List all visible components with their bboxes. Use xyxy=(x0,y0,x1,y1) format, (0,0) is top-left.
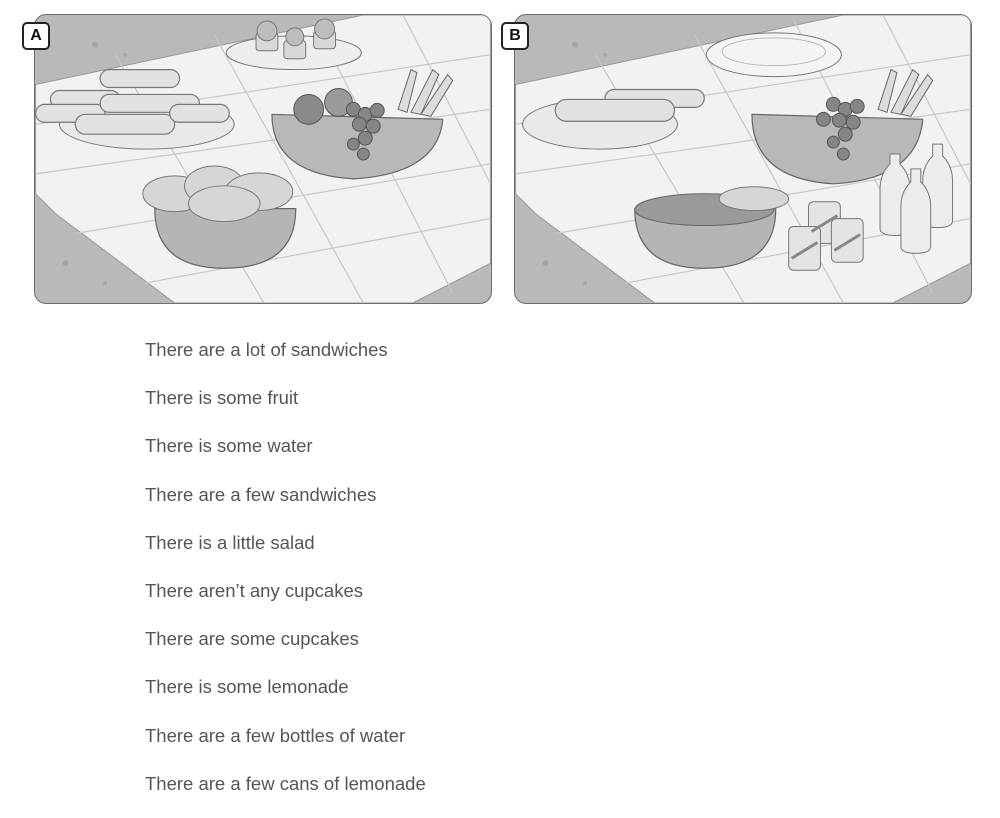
statement-item: There is a little salad xyxy=(145,531,315,553)
statement-item: There is some water xyxy=(145,435,313,457)
statement-item: There are a few bottles of water xyxy=(145,724,406,746)
statement-item: There are a lot of sandwiches xyxy=(145,339,388,360)
picnic-scene-b-illustration xyxy=(515,15,971,303)
statement-item: There is some lemonade xyxy=(145,676,349,698)
picture-b-label: B xyxy=(501,22,529,50)
statement-item: There aren’t any cupcakes xyxy=(145,579,364,601)
picnic-scene-a-illustration xyxy=(35,15,491,303)
statement-list xyxy=(145,336,426,818)
statement-item: There is some fruit xyxy=(145,387,299,409)
statement-item: There are a few sandwiches xyxy=(145,483,377,505)
picture-a-label: A xyxy=(22,22,50,50)
picture-a xyxy=(34,14,492,304)
picture-b xyxy=(514,14,972,304)
statement-item: There are a few cans of lemonade xyxy=(145,772,426,794)
statement-item: There are some cupcakes xyxy=(145,628,359,650)
